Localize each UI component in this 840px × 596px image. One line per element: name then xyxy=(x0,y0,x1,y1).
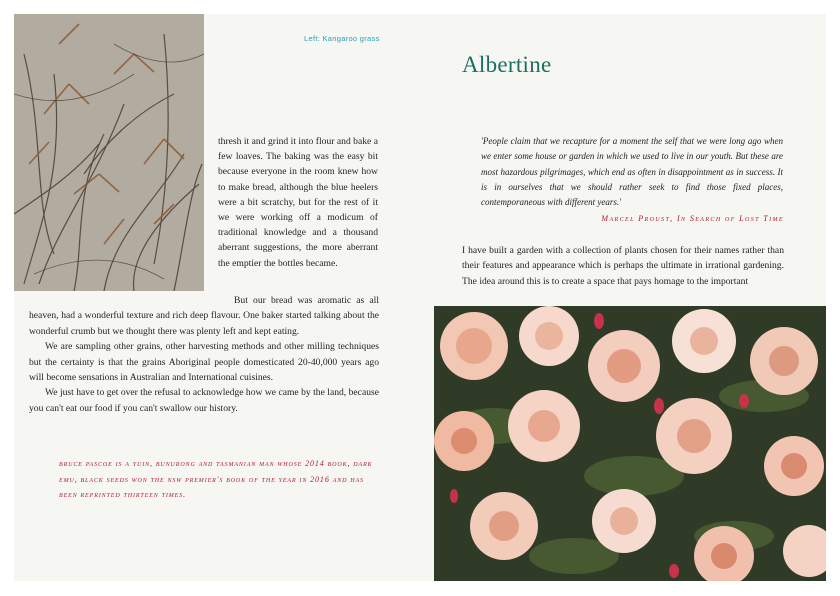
left-body-text xyxy=(29,293,379,416)
paragraph: But our bread was aromatic as all heaven, had a wonderful texture and rich deep flavour. One baker started talking about the wonderful crumb but we thought there was plenty left and kept eating. xyxy=(29,295,379,337)
epigraph-quote: 'People claim that we recapture for a moment the self that we were long ago when we enter some house or garden in which we used to live in our youth. But these are most hazardous pilgrimages, which end as often in disappointment as in success. It is in ourselves that we should rather seek to find those fixed places, contemporaneous with different years.' xyxy=(481,136,783,208)
photo-caption-left: Left: Kangaroo grass xyxy=(304,34,380,43)
paragraph: We are sampling other grains, other harvesting methods and other milling techniques but the certainty is that the grains Aboriginal people domesticated 20-40,000 years ago will become sensations in Australian and International cuisines. xyxy=(29,341,379,384)
left-wrap-paragraph: thresh it and grind it into flour and bake a few loaves. The baking was the easy bit because everyone in the room knew how to make bread, although the blue heelers were a bit scratchy, but for the rest of it we were working off a modicum of traditional knowledge and a thousand aberrant suggestions, the more aberrant the emptier the bottles became. xyxy=(218,136,378,269)
author-bio: bruce pascoe is a yuin, bunurong and tasmanian man whose 2014 book, dark emu, black seeds won the nsw premier's book of the year in 2016 and has been reprinted thirteen times. xyxy=(59,459,373,499)
paragraph: We just have to get over the refusal to acknowledge how we came by the land, because you can't eat our food if you can't swallow our history. xyxy=(29,387,379,414)
right-body-text: I have built a garden with a collection of plants chosen for their names rather than their features and appearance which is perhaps the ultimate in irrational gardening. The idea around this is to create a space that pays homage to the important xyxy=(462,245,784,287)
kangaroo-grass-photo xyxy=(14,14,204,291)
quote-attribution: Marcel Proust, In Search of Lost Time xyxy=(601,214,784,223)
page-title: Albertine xyxy=(462,52,552,77)
albertine-roses-photo xyxy=(434,306,826,581)
book-spread xyxy=(14,14,826,581)
